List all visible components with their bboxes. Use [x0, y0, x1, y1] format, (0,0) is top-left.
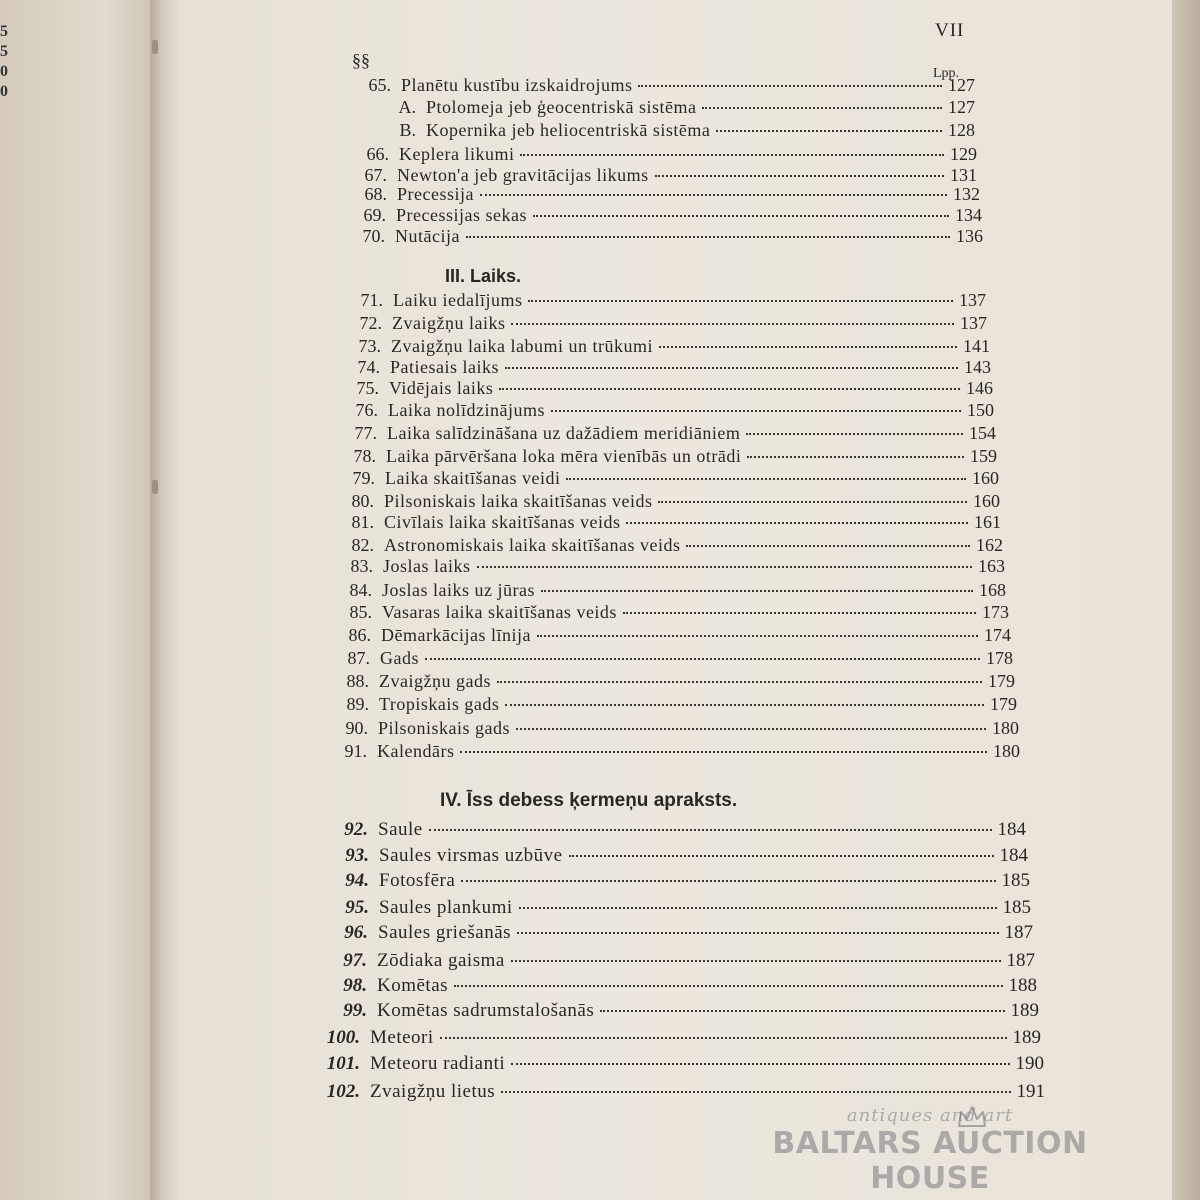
entry-page: 137 [960, 313, 987, 333]
entry-number: 68. [364, 184, 387, 204]
toc-entry [321, 897, 1031, 919]
toc-entry [337, 556, 1005, 577]
dot-leader [528, 300, 953, 302]
entry-page: 127 [948, 75, 975, 95]
toc-entry [318, 922, 1033, 944]
entry-page: 180 [992, 718, 1019, 738]
margin-digit: 5 [0, 23, 8, 40]
page-edge [1172, 0, 1200, 1200]
entry-title: Civīlais laika skaitīšanas veids [384, 512, 621, 532]
entry-number: 74. [357, 357, 380, 377]
entry-number: 71. [360, 290, 383, 310]
entry-page: 136 [956, 226, 983, 246]
entry-title: Komētas [377, 975, 449, 996]
crown-icon [957, 1104, 987, 1130]
dot-leader [477, 566, 972, 568]
margin-digit: 5 [0, 43, 8, 60]
dot-leader [566, 478, 966, 480]
dot-leader [461, 880, 995, 882]
entry-title: Astronomiskais laika skaitīšanas veids [384, 535, 681, 555]
left-page [0, 0, 150, 1200]
dot-leader [511, 960, 1001, 962]
entry-title: Pilsoniskais gads [378, 718, 511, 738]
entry-number: 96. [344, 922, 368, 943]
toc-entry [392, 120, 975, 141]
entry-number: 93. [345, 845, 369, 866]
entry-page: 143 [964, 357, 991, 377]
entry-number: 84. [349, 580, 372, 600]
entry-title: Zvaigžņu gads [379, 671, 491, 691]
entry-page: 134 [955, 205, 982, 225]
entry-page: 184 [997, 819, 1026, 840]
entry-number: 89. [346, 694, 369, 714]
toc-entry [347, 290, 986, 311]
entry-title: Dēmarkācijas līnija [381, 625, 531, 645]
toc-entry [336, 602, 1009, 623]
entry-page: 162 [976, 535, 1003, 555]
entry-page: 191 [1016, 1081, 1045, 1102]
toc-entry [330, 819, 1026, 841]
dot-leader [440, 1037, 1007, 1039]
toc-entry [332, 718, 1019, 739]
entry-number: 86. [348, 625, 371, 645]
toc-entry [344, 357, 991, 378]
entry-number: 88. [346, 671, 369, 691]
entry-title: Laika salīdzināšana uz dažādiem meridiāniem [387, 423, 741, 443]
entry-number: A. [398, 97, 416, 117]
entry-page: 179 [990, 694, 1017, 714]
dot-leader [569, 855, 994, 857]
dot-leader [747, 456, 964, 458]
entry-title: Patiesais laiks [390, 357, 499, 377]
binding-stitch [152, 40, 158, 54]
entry-title: Saules virsmas uzbūve [379, 845, 563, 866]
entry-page: 146 [966, 378, 993, 398]
dot-leader [658, 501, 967, 503]
entry-title: Laika nolīdzinājums [388, 400, 545, 420]
entry-number: 75. [356, 378, 379, 398]
toc-entry [333, 671, 1015, 692]
toc-entry [338, 535, 1003, 556]
page-number: VII [935, 20, 965, 41]
page-column-label: Lpp. [933, 66, 960, 81]
entry-title: Meteoru radianti [370, 1053, 506, 1074]
entry-title: Kalendārs [377, 741, 455, 761]
toc-entry [338, 491, 1000, 512]
toc-entry [392, 97, 975, 118]
toc-entry [333, 694, 1017, 715]
dot-leader [499, 388, 960, 390]
entry-title: Vidējais laiks [389, 378, 494, 398]
entry-number: 70. [362, 226, 385, 246]
entry-page: 185 [1002, 897, 1031, 918]
dot-leader [716, 130, 942, 132]
entry-title: Komētas sadrumstalošanās [377, 1000, 595, 1021]
entry-number: 67. [364, 165, 387, 185]
entry-page: 187 [1004, 922, 1033, 943]
entry-page: 180 [993, 741, 1020, 761]
toc-entry [346, 313, 987, 334]
margin-digit: 0 [0, 83, 8, 100]
entry-number: 85. [349, 602, 372, 622]
entry-page: 160 [973, 491, 1000, 511]
entry-title: Saule [378, 819, 423, 840]
entry-page: 189 [1012, 1027, 1041, 1048]
entry-title: Joslas laiks [383, 556, 471, 576]
dot-leader [454, 985, 1002, 987]
dot-leader [505, 704, 984, 706]
toc-entry [336, 580, 1006, 601]
entry-page: 161 [974, 512, 1001, 532]
dot-leader [497, 681, 982, 683]
entry-title: Saules griešanās [378, 922, 512, 943]
entry-page: 174 [984, 625, 1011, 645]
entry-title: Tropiskais gads [379, 694, 500, 714]
entry-page: 150 [967, 400, 994, 420]
toc-entry [302, 1027, 1041, 1049]
entry-number: 72. [359, 313, 382, 333]
toc-entry [317, 950, 1035, 972]
watermark-brand: BALTARS AUCTION HOUSE [772, 1126, 1088, 1196]
entry-title: Zvaigžņu lietus [370, 1081, 496, 1102]
entry-page: 128 [948, 120, 975, 140]
entry-title: Laiku iedalījums [393, 290, 523, 310]
entry-title: Pilsoniskais laika skaitīšanas veids [384, 491, 653, 511]
entry-number: 69. [363, 205, 386, 225]
dot-leader [533, 215, 949, 217]
dot-leader [520, 154, 944, 156]
entry-page: 129 [950, 144, 977, 164]
dot-leader [460, 751, 987, 753]
entry-number: 73. [358, 336, 381, 356]
dot-leader [623, 612, 976, 614]
dot-leader [537, 635, 978, 637]
dot-leader [519, 907, 997, 909]
entry-number: 98. [343, 975, 367, 996]
toc-entry [335, 625, 1011, 646]
dot-leader [626, 522, 968, 524]
toc-entry [341, 423, 996, 444]
entry-page: 163 [978, 556, 1005, 576]
toc-entry [325, 870, 1030, 892]
toc-entry [327, 845, 1028, 867]
dot-leader [517, 932, 998, 934]
entry-number: 97. [343, 950, 367, 971]
entry-page: 141 [963, 336, 990, 356]
entry-number: 81. [351, 512, 374, 532]
entry-title: Newton'a jeb gravitācijas likums [397, 165, 649, 185]
entry-page: 178 [986, 648, 1013, 668]
entry-page: 159 [970, 446, 997, 466]
entry-number: 77. [354, 423, 377, 443]
entry-number: 80. [351, 491, 374, 511]
section-heading-iv: IV. Īss debess ķermeņu apraksts. [440, 790, 738, 811]
dot-leader [429, 829, 992, 831]
entry-page: 132 [953, 184, 980, 204]
entry-title: Ptolomeja jeb ģeocentriskā sistēma [426, 97, 697, 117]
toc-entry [345, 336, 990, 357]
dot-leader [501, 1091, 1010, 1093]
entry-number: 91. [344, 741, 367, 761]
entry-number: 95. [345, 897, 369, 918]
entry-page: 131 [950, 165, 977, 185]
entry-title: Laika skaitīšanas veidi [385, 468, 561, 488]
dot-leader [551, 410, 961, 412]
dot-leader [466, 236, 950, 238]
entry-title: Precessija [397, 184, 474, 204]
entry-page: 179 [988, 671, 1015, 691]
entry-page: 154 [969, 423, 996, 443]
toc-entry [351, 226, 983, 247]
toc-entry [352, 205, 982, 226]
entry-title: Gads [380, 648, 419, 668]
entry-number: 82. [351, 535, 374, 555]
dot-leader [659, 346, 957, 348]
toc-entry [343, 378, 993, 399]
dot-leader [511, 323, 954, 325]
entry-number: 83. [350, 556, 373, 576]
toc-entry [302, 1053, 1044, 1075]
entry-number: 99. [343, 1000, 367, 1021]
entry-page: 188 [1008, 975, 1037, 996]
toc-entry [331, 741, 1020, 762]
toc-entry [342, 400, 994, 421]
entry-page: 184 [999, 845, 1028, 866]
entry-page: 168 [979, 580, 1006, 600]
entry-number: B. [399, 120, 416, 140]
toc-entry [353, 165, 977, 186]
toc-entry [353, 184, 980, 205]
entry-title: Precessijas sekas [396, 205, 527, 225]
entry-number: 79. [352, 468, 375, 488]
entry-number: 76. [355, 400, 378, 420]
toc-entry [312, 1000, 1039, 1022]
entry-page: 187 [1006, 950, 1035, 971]
entry-number: 94. [345, 870, 369, 891]
entry-title: Joslas laiks uz jūras [382, 580, 535, 600]
entry-title: Keplera likumi [399, 144, 515, 164]
entry-page: 190 [1015, 1053, 1044, 1074]
left-margin-digits [0, 22, 10, 102]
entry-title: Nutācija [395, 226, 460, 246]
dot-leader [655, 175, 944, 177]
dot-leader [746, 433, 963, 435]
entry-title: Fotosfēra [379, 870, 456, 891]
binding-stitch [152, 480, 158, 494]
margin-digit: 0 [0, 63, 8, 80]
dot-leader [505, 367, 958, 369]
entry-page: 127 [948, 97, 975, 117]
entry-title: Zvaigžņu laika labumi un trūkumi [391, 336, 653, 356]
entry-number: 66. [366, 144, 389, 164]
dot-leader [425, 658, 980, 660]
dot-leader [638, 85, 942, 87]
entry-number: 78. [353, 446, 376, 466]
toc-entry [314, 975, 1037, 997]
entry-number: 100. [326, 1027, 360, 1048]
entry-number: 92. [344, 819, 368, 840]
entry-title: Zvaigžņu laiks [392, 313, 506, 333]
section-mark: §§ [352, 50, 370, 70]
entry-title: Vasaras laika skaitīšanas veids [382, 602, 617, 622]
dot-leader [511, 1063, 1009, 1065]
entry-number: 102. [326, 1081, 360, 1102]
watermark [720, 1105, 1140, 1196]
watermark-tagline: antiques and art [846, 1105, 1014, 1126]
entry-title: Laika pārvēršana loka mēra vienībās un otrādi [386, 446, 742, 466]
toc-entry [334, 648, 1013, 669]
toc-entry [339, 468, 999, 489]
section-heading-iii: III. Laiks. [445, 266, 522, 286]
entry-number: 87. [347, 648, 370, 668]
entry-title: Planētu kustību izskaidrojums [401, 75, 633, 95]
entry-title: Meteori [370, 1027, 434, 1048]
entry-title: Zōdiaka gaisma [377, 950, 505, 971]
dot-leader [702, 107, 942, 109]
dot-leader [541, 590, 973, 592]
entry-page: 189 [1010, 1000, 1039, 1021]
entry-page: 137 [959, 290, 986, 310]
dot-leader [516, 728, 986, 730]
toc-entry [302, 1081, 1045, 1103]
toc-entry [355, 75, 975, 96]
entry-number: 101. [326, 1053, 360, 1074]
entry-title: Saules plankumi [379, 897, 513, 918]
dot-leader [686, 545, 970, 547]
entry-page: 160 [972, 468, 999, 488]
toc-entry [355, 144, 977, 165]
entry-title: Kopernika jeb heliocentriskā sistēma [426, 120, 711, 140]
entry-number: 65. [368, 75, 391, 95]
dot-leader [480, 194, 947, 196]
entry-page: 185 [1001, 870, 1030, 891]
toc-entry [340, 446, 997, 467]
entry-page: 173 [982, 602, 1009, 622]
entry-number: 90. [345, 718, 368, 738]
book-gutter [150, 0, 178, 1200]
toc-entry [338, 512, 1001, 533]
dot-leader [600, 1010, 1004, 1012]
